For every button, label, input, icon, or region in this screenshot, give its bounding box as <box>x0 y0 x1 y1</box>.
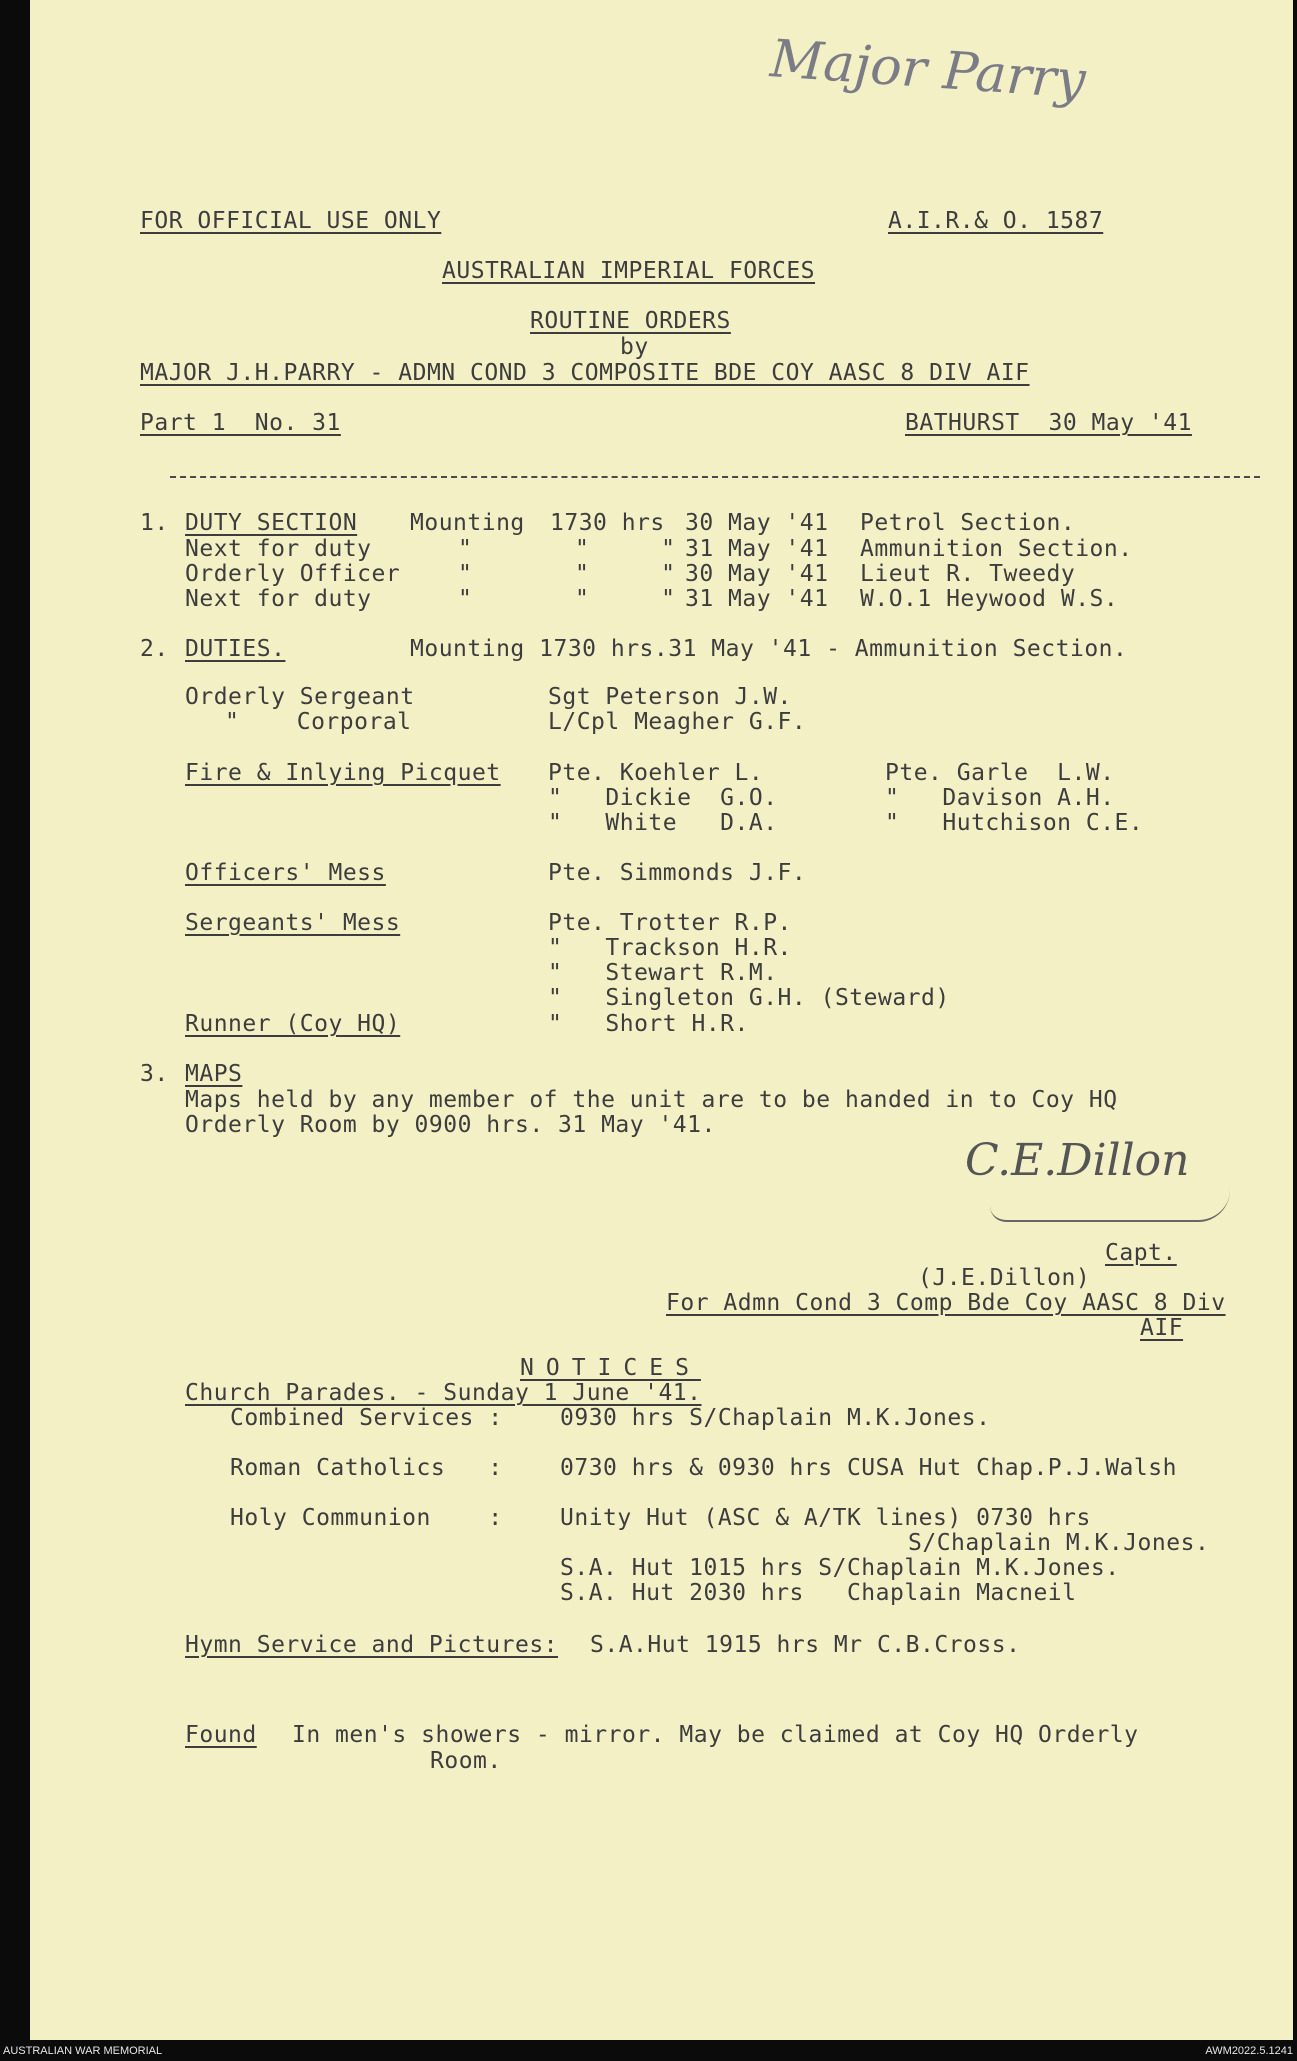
maps-text: Orderly Room by 0900 hrs. 31 May '41. <box>185 1112 716 1138</box>
duty-time: " " <box>575 561 676 587</box>
holy-communion-line: S.A. Hut 2030 hrs Chaplain Macneil <box>560 1580 1077 1606</box>
maps-text: Maps held by any member of the unit are to be handed in to Coy HQ <box>185 1087 1118 1113</box>
sergeants-mess-name: Pte. Trotter R.P. <box>548 910 792 936</box>
duty-mount: " <box>458 536 473 562</box>
item-number-2: 2. <box>140 636 169 662</box>
signatory-name: (J.E.Dillon) <box>918 1265 1091 1291</box>
force-heading: AUSTRALIAN IMPERIAL FORCES <box>442 258 816 284</box>
picquet-label: Fire & Inlying Picquet <box>185 760 501 786</box>
duties-line: Mounting 1730 hrs.31 May '41 - Ammunition Section. <box>410 636 1128 662</box>
document-title: ROUTINE ORDERS <box>530 308 731 334</box>
signature-flourish <box>990 1190 1230 1222</box>
orderly-corporal-name: L/Cpl Meagher G.F. <box>548 709 807 735</box>
service-detail: 0930 hrs S/Chaplain M.K.Jones. <box>560 1405 991 1431</box>
duty-date: 31 May '41 <box>685 536 829 562</box>
orderly-corporal-label: " Corporal <box>225 709 412 735</box>
picquet-name: Pte. Garle L.W. <box>885 760 1115 786</box>
duty-label: Orderly Officer <box>185 561 401 587</box>
document-page <box>30 0 1293 2040</box>
signature-scrawl: C.E.Dillon <box>965 1135 1190 1186</box>
hymn-service-label: Hymn Service and Pictures: <box>185 1632 559 1658</box>
service-detail: 0730 hrs & 0930 hrs CUSA Hut Chap.P.J.Walsh <box>560 1455 1177 1481</box>
duty-detail: W.O.1 Heywood W.S. <box>860 586 1119 612</box>
picquet-name: " Davison A.H. <box>885 785 1115 811</box>
duties-label: DUTIES. <box>185 636 286 662</box>
duty-detail: Petrol Section. <box>860 510 1076 536</box>
footer-source: AUSTRALIAN WAR MEMORIAL <box>3 2045 163 2057</box>
picquet-name: " White D.A. <box>548 810 778 836</box>
duty-time: " " <box>575 586 676 612</box>
service-label: Holy Communion : <box>230 1505 503 1531</box>
sergeants-mess-label: Sergeants' Mess <box>185 910 401 936</box>
footer-accession: AWM2022.5.1241 <box>1205 2045 1293 2057</box>
part-number: Part 1 No. 31 <box>140 410 341 436</box>
orderly-sergeant-name: Sgt Peterson J.W. <box>548 684 792 710</box>
found-label: Found <box>185 1722 257 1748</box>
service-label: Combined Services : <box>230 1405 503 1431</box>
duty-date: 31 May '41 <box>685 586 829 612</box>
handwritten-annotation: Major Parry <box>768 29 1088 111</box>
found-detail-cont: Room. <box>430 1748 502 1774</box>
duty-time: 1730 hrs <box>550 510 665 536</box>
officers-mess-label: Officers' Mess <box>185 860 386 886</box>
duty-mount: " <box>458 561 473 587</box>
sergeants-mess-name: " Singleton G.H. (Steward) <box>548 985 950 1011</box>
runner-label: Runner (Coy HQ) <box>185 1011 401 1037</box>
item-number-3: 3. <box>140 1061 169 1087</box>
duty-time: " " <box>575 536 676 562</box>
duty-detail: Ammunition Section. <box>860 536 1133 562</box>
orderly-sergeant-label: Orderly Sergeant <box>185 684 415 710</box>
holy-communion-line: S/Chaplain M.K.Jones. <box>908 1530 1210 1556</box>
separator-line <box>170 476 1260 478</box>
sergeants-mess-name: " Trackson H.R. <box>548 935 792 961</box>
duty-label: DUTY SECTION <box>185 510 358 536</box>
duty-date: 30 May '41 <box>685 561 829 587</box>
duty-label: Next for duty <box>185 586 372 612</box>
maps-label: MAPS <box>185 1061 243 1087</box>
duty-mount: " <box>458 586 473 612</box>
picquet-name: Pte. Koehler L. <box>548 760 764 786</box>
duty-date: 30 May '41 <box>685 510 829 536</box>
signatory-appointment: For Admn Cond 3 Comp Bde Coy AASC 8 Div <box>666 1290 1226 1316</box>
signatory-appointment-aif: AIF <box>1140 1315 1184 1341</box>
duty-detail: Lieut R. Tweedy <box>860 561 1076 587</box>
issuer-line: MAJOR J.H.PARRY - ADMN COND 3 COMPOSITE BDE COY AASC 8 DIV AIF <box>140 360 1030 386</box>
sergeants-mess-name: " Stewart R.M. <box>548 960 778 986</box>
signatory-rank: Capt. <box>1105 1240 1177 1266</box>
by-line: by <box>620 334 649 360</box>
service-detail: Unity Hut (ASC & A/TK lines) 0730 hrs <box>560 1505 1091 1531</box>
item-number-1: 1. <box>140 510 169 536</box>
notices-heading: NOTICES <box>520 1355 701 1381</box>
hymn-service-detail: S.A.Hut 1915 hrs Mr C.B.Cross. <box>590 1632 1021 1658</box>
classification-label: FOR OFFICIAL USE ONLY <box>140 208 442 234</box>
officers-mess-name: Pte. Simmonds J.F. <box>548 860 807 886</box>
runner-name: " Short H.R. <box>548 1011 749 1037</box>
church-parades: Church Parades. - Sunday 1 June '41. <box>185 1380 702 1406</box>
picquet-name: " Hutchison C.E. <box>885 810 1144 836</box>
picquet-name: " Dickie G.O. <box>548 785 778 811</box>
duty-label: Next for duty <box>185 536 372 562</box>
holy-communion-line: S.A. Hut 1015 hrs S/Chaplain M.K.Jones. <box>560 1555 1120 1581</box>
service-label: Roman Catholics : <box>230 1455 503 1481</box>
document-reference: A.I.R.& O. 1587 <box>888 208 1104 234</box>
duty-mount: Mounting <box>410 510 525 536</box>
place-date: BATHURST 30 May '41 <box>905 410 1192 436</box>
found-detail: In men's showers - mirror. May be claimed at Coy HQ Orderly <box>292 1722 1139 1748</box>
